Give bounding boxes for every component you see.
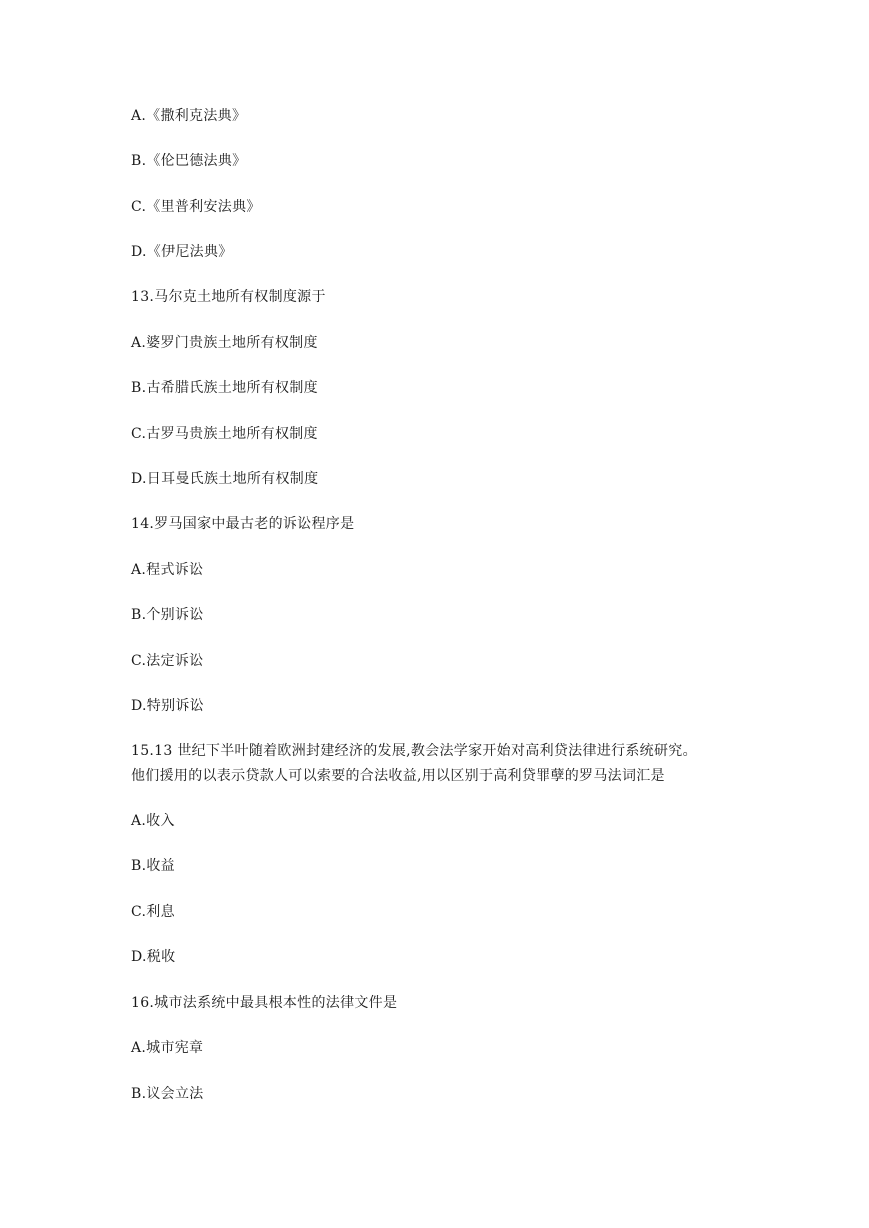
q15-stem-line-1: 15.13 世纪下半叶随着欧洲封建经济的发展,教会法学家开始对高利贷法律进行系统研究。 (131, 743, 697, 759)
q14-option-d: D.特别诉讼 (131, 698, 204, 714)
q15-option-a: A.收入 (131, 813, 175, 829)
q14-stem: 14.罗马国家中最古老的诉讼程序是 (131, 516, 355, 532)
q15-stem (131, 739, 751, 789)
q15-option-c: C.利息 (131, 904, 175, 920)
q14-option-a: A.程式诉讼 (131, 562, 204, 578)
q13-option-a: A.婆罗门贵族土地所有权制度 (131, 335, 318, 351)
q13-option-d: D.日耳曼氏族土地所有权制度 (131, 471, 319, 487)
q16-option-a: A.城市宪章 (131, 1040, 204, 1056)
q15-option-d: D.税收 (131, 949, 176, 965)
q15-stem-line-2: 他们援用的以表示贷款人可以索要的合法收益,用以区别于高利贷罪孽的罗马法词汇是 (131, 768, 665, 784)
q12-option-b: B.《伦巴德法典》 (131, 153, 247, 169)
q13-stem: 13.马尔克土地所有权制度源于 (131, 289, 326, 305)
q12-option-c: C.《里普利安法典》 (131, 199, 261, 215)
q14-option-c: C.法定诉讼 (131, 653, 204, 669)
q13-option-b: B.古希腊氏族土地所有权制度 (131, 380, 318, 396)
q15-option-b: B.收益 (131, 858, 175, 874)
q13-option-c: C.古罗马贵族土地所有权制度 (131, 426, 318, 442)
q14-option-b: B.个别诉讼 (131, 607, 204, 623)
q12-option-d: D.《伊尼法典》 (131, 244, 233, 260)
q16-option-b: B.议会立法 (131, 1086, 204, 1102)
q12-option-a: A.《撒利克法典》 (131, 108, 247, 124)
q16-stem: 16.城市法系统中最具根本性的法律文件是 (131, 995, 398, 1011)
